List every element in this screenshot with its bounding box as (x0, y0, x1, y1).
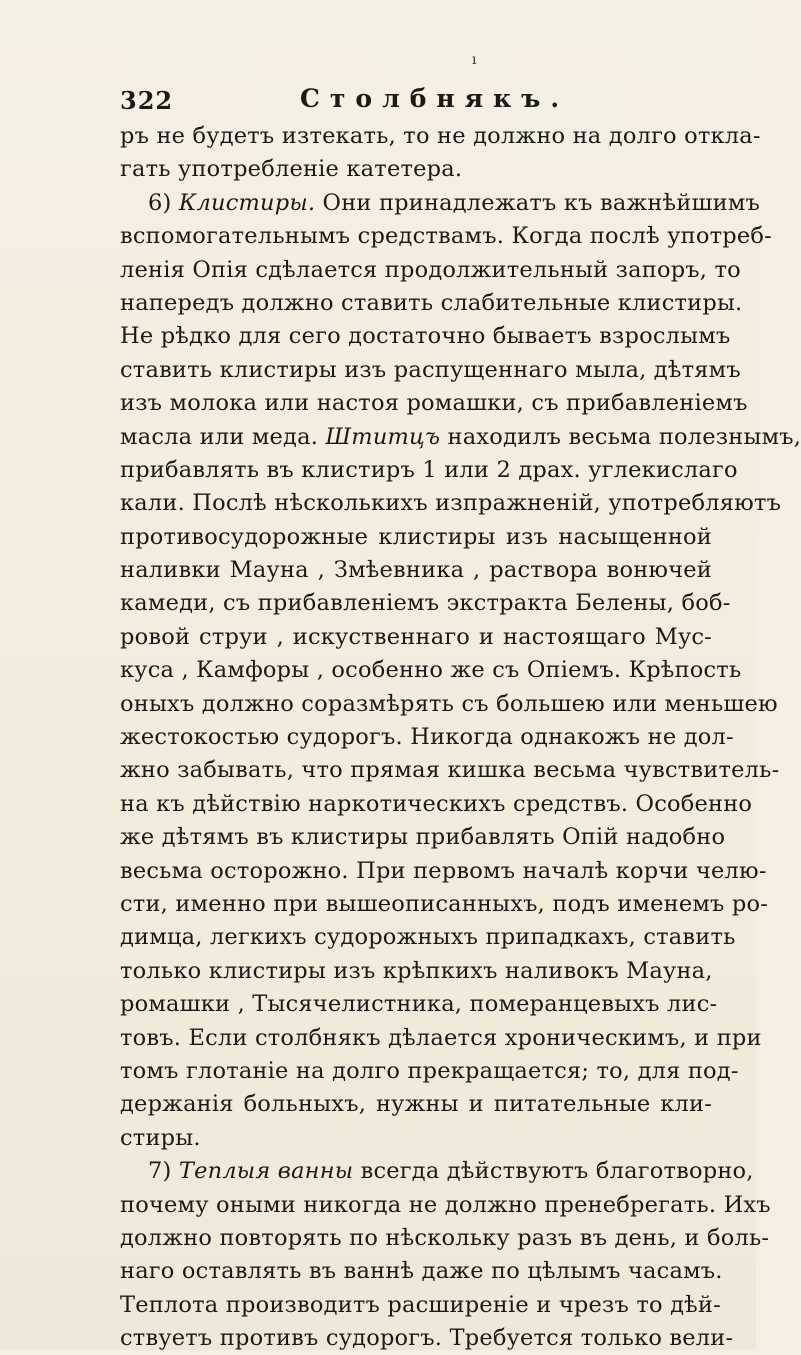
text-line (120, 220, 772, 253)
text-line (120, 821, 726, 854)
text-line (120, 454, 738, 487)
text-segment: товъ. Если столбнякъ дѣлается хроническимъ, и при (120, 1024, 762, 1051)
text-line (120, 587, 731, 620)
text-segment: стиры. (120, 1124, 201, 1151)
text-line (120, 1055, 739, 1088)
text-segment: напередъ должно ставить слабительные клистиры. (120, 289, 743, 316)
text-line (120, 287, 743, 320)
text-segment: же дѣтямъ въ клистиры прибавлять Опій надобно (120, 824, 726, 851)
text-line (120, 1222, 770, 1255)
text-segment: держанія больныхъ, нужны и питательные кли- (120, 1091, 712, 1118)
text-segment: противосудорожные клистиры изъ насыщенной (120, 523, 712, 550)
text-line (120, 688, 778, 721)
text-line (120, 888, 769, 921)
text-segment: ромашки , Тысячелистника, померанцевыхъ лис- (120, 991, 718, 1018)
text-line (120, 1088, 712, 1121)
text-line (120, 1289, 721, 1322)
text-segment: ставить клистиры изъ распущеннаго мыла, дѣтямъ (120, 356, 741, 383)
page-number: 322 (120, 86, 174, 115)
text-line (120, 988, 718, 1021)
text-line (120, 354, 741, 387)
text-segment: Они принадлежатъ къ важнѣйшимъ (315, 189, 761, 216)
text-line (120, 421, 801, 454)
text-segment: ровой струи , искуственнаго и настоящаго Мус- (120, 623, 712, 650)
text-segment: оныхъ должно соразмѣрять съ большею или меньшею (120, 690, 778, 717)
text-line (120, 754, 780, 787)
page-header (120, 80, 650, 120)
body-text (120, 120, 801, 1355)
text-segment: наго оставлять въ ваннѣ даже по цѣлымъ часамъ. (120, 1258, 723, 1285)
text-segment: прибавлять въ клистиръ 1 или 2 драх. углекислаго (120, 456, 738, 483)
text-segment: жно забывать, что прямая кишка весьма чувствитель- (120, 757, 780, 784)
text-line (120, 1322, 734, 1355)
text-line (120, 1022, 762, 1055)
text-segment: ствуетъ противъ судорогъ. Требуется только вели- (120, 1325, 734, 1352)
text-segment: ленія Опія сдѣлается продолжительный запоръ, то (120, 256, 741, 283)
text-line (120, 788, 753, 821)
text-segment: на къ дѣйствію наркотическихъ средствъ. Особенно (120, 790, 753, 817)
text-segment: почему оными никогда не должно пренебрегать. Ихъ (120, 1191, 771, 1218)
text-segment: всегда дѣйствуютъ благотворно, (353, 1158, 754, 1185)
text-segment: камеди, съ прибавленіемъ экстракта Белены, боб- (120, 590, 731, 617)
text-line (120, 521, 712, 554)
text-line (120, 120, 761, 153)
text-segment: весьма осторожно. При первомъ началѣ корчи челю- (120, 857, 767, 884)
text-line (120, 153, 712, 186)
text-line (120, 921, 736, 954)
text-segment: масла или меда. (120, 423, 326, 450)
text-segment: Не рѣдко для сего достаточно бываетъ взрослымъ (120, 323, 731, 350)
text-segment: 6) (148, 189, 179, 216)
text-segment: томъ глотаніе на долго прекращается; то, для под- (120, 1057, 739, 1084)
text-segment: гать употребленіе катетера. (120, 156, 463, 183)
running-title: Столбнякъ. (300, 84, 570, 113)
text-line (120, 187, 761, 220)
text-line (120, 387, 748, 420)
text-segment: наливки Мауна , Змѣевника , раствора вонючей (120, 557, 712, 584)
signature-mark: ı (472, 52, 477, 68)
text-segment: изъ молока или настоя ромашки, съ прибавленіемъ (120, 390, 748, 417)
text-segment: только клистиры изъ крѣпкихъ наливокъ Мауна, (120, 957, 713, 984)
italic-term: Клистиры. (178, 189, 316, 216)
text-line (120, 1189, 771, 1222)
text-line (120, 1155, 754, 1188)
text-segment: должно повторять по нѣскольку разъ въ день, и боль- (120, 1224, 770, 1251)
text-segment: Теплота производитъ расширеніе и чрезъ то дѣй- (120, 1291, 721, 1318)
text-segment: куса , Камфоры , особенно же съ Опіемъ. Крѣпость (120, 657, 742, 684)
text-line (120, 855, 767, 888)
text-line (120, 1255, 723, 1288)
text-line (120, 554, 712, 587)
text-segment: 7) (148, 1158, 179, 1185)
text-segment: вспомогательнымъ средствамъ. Когда послѣ употреб- (120, 223, 772, 250)
text-line (120, 320, 731, 353)
text-line (120, 721, 734, 754)
text-line (120, 1122, 712, 1155)
text-segment: димца, легкихъ судорожныхъ припадкахъ, ставить (120, 924, 736, 951)
text-line (120, 955, 712, 988)
text-segment: жестокостью судорогъ. Никогда однакожъ не дол- (120, 724, 734, 751)
text-segment: ръ не будетъ изтекать, то не должно на долго откла- (120, 123, 761, 149)
text-line (120, 654, 742, 687)
italic-term: Теплыя ванны (178, 1158, 354, 1185)
text-segment: сти, именно при вышеописанныхъ, подъ именемъ ро- (120, 890, 769, 917)
text-line (120, 487, 782, 520)
text-segment: находилъ весьма полезнымъ, (440, 423, 801, 450)
italic-term: Штитцъ (325, 423, 441, 450)
text-line (120, 621, 712, 654)
text-line (120, 254, 741, 287)
text-segment: кали. Послѣ нѣсколькихъ изпражненій, употребляютъ (120, 490, 782, 517)
